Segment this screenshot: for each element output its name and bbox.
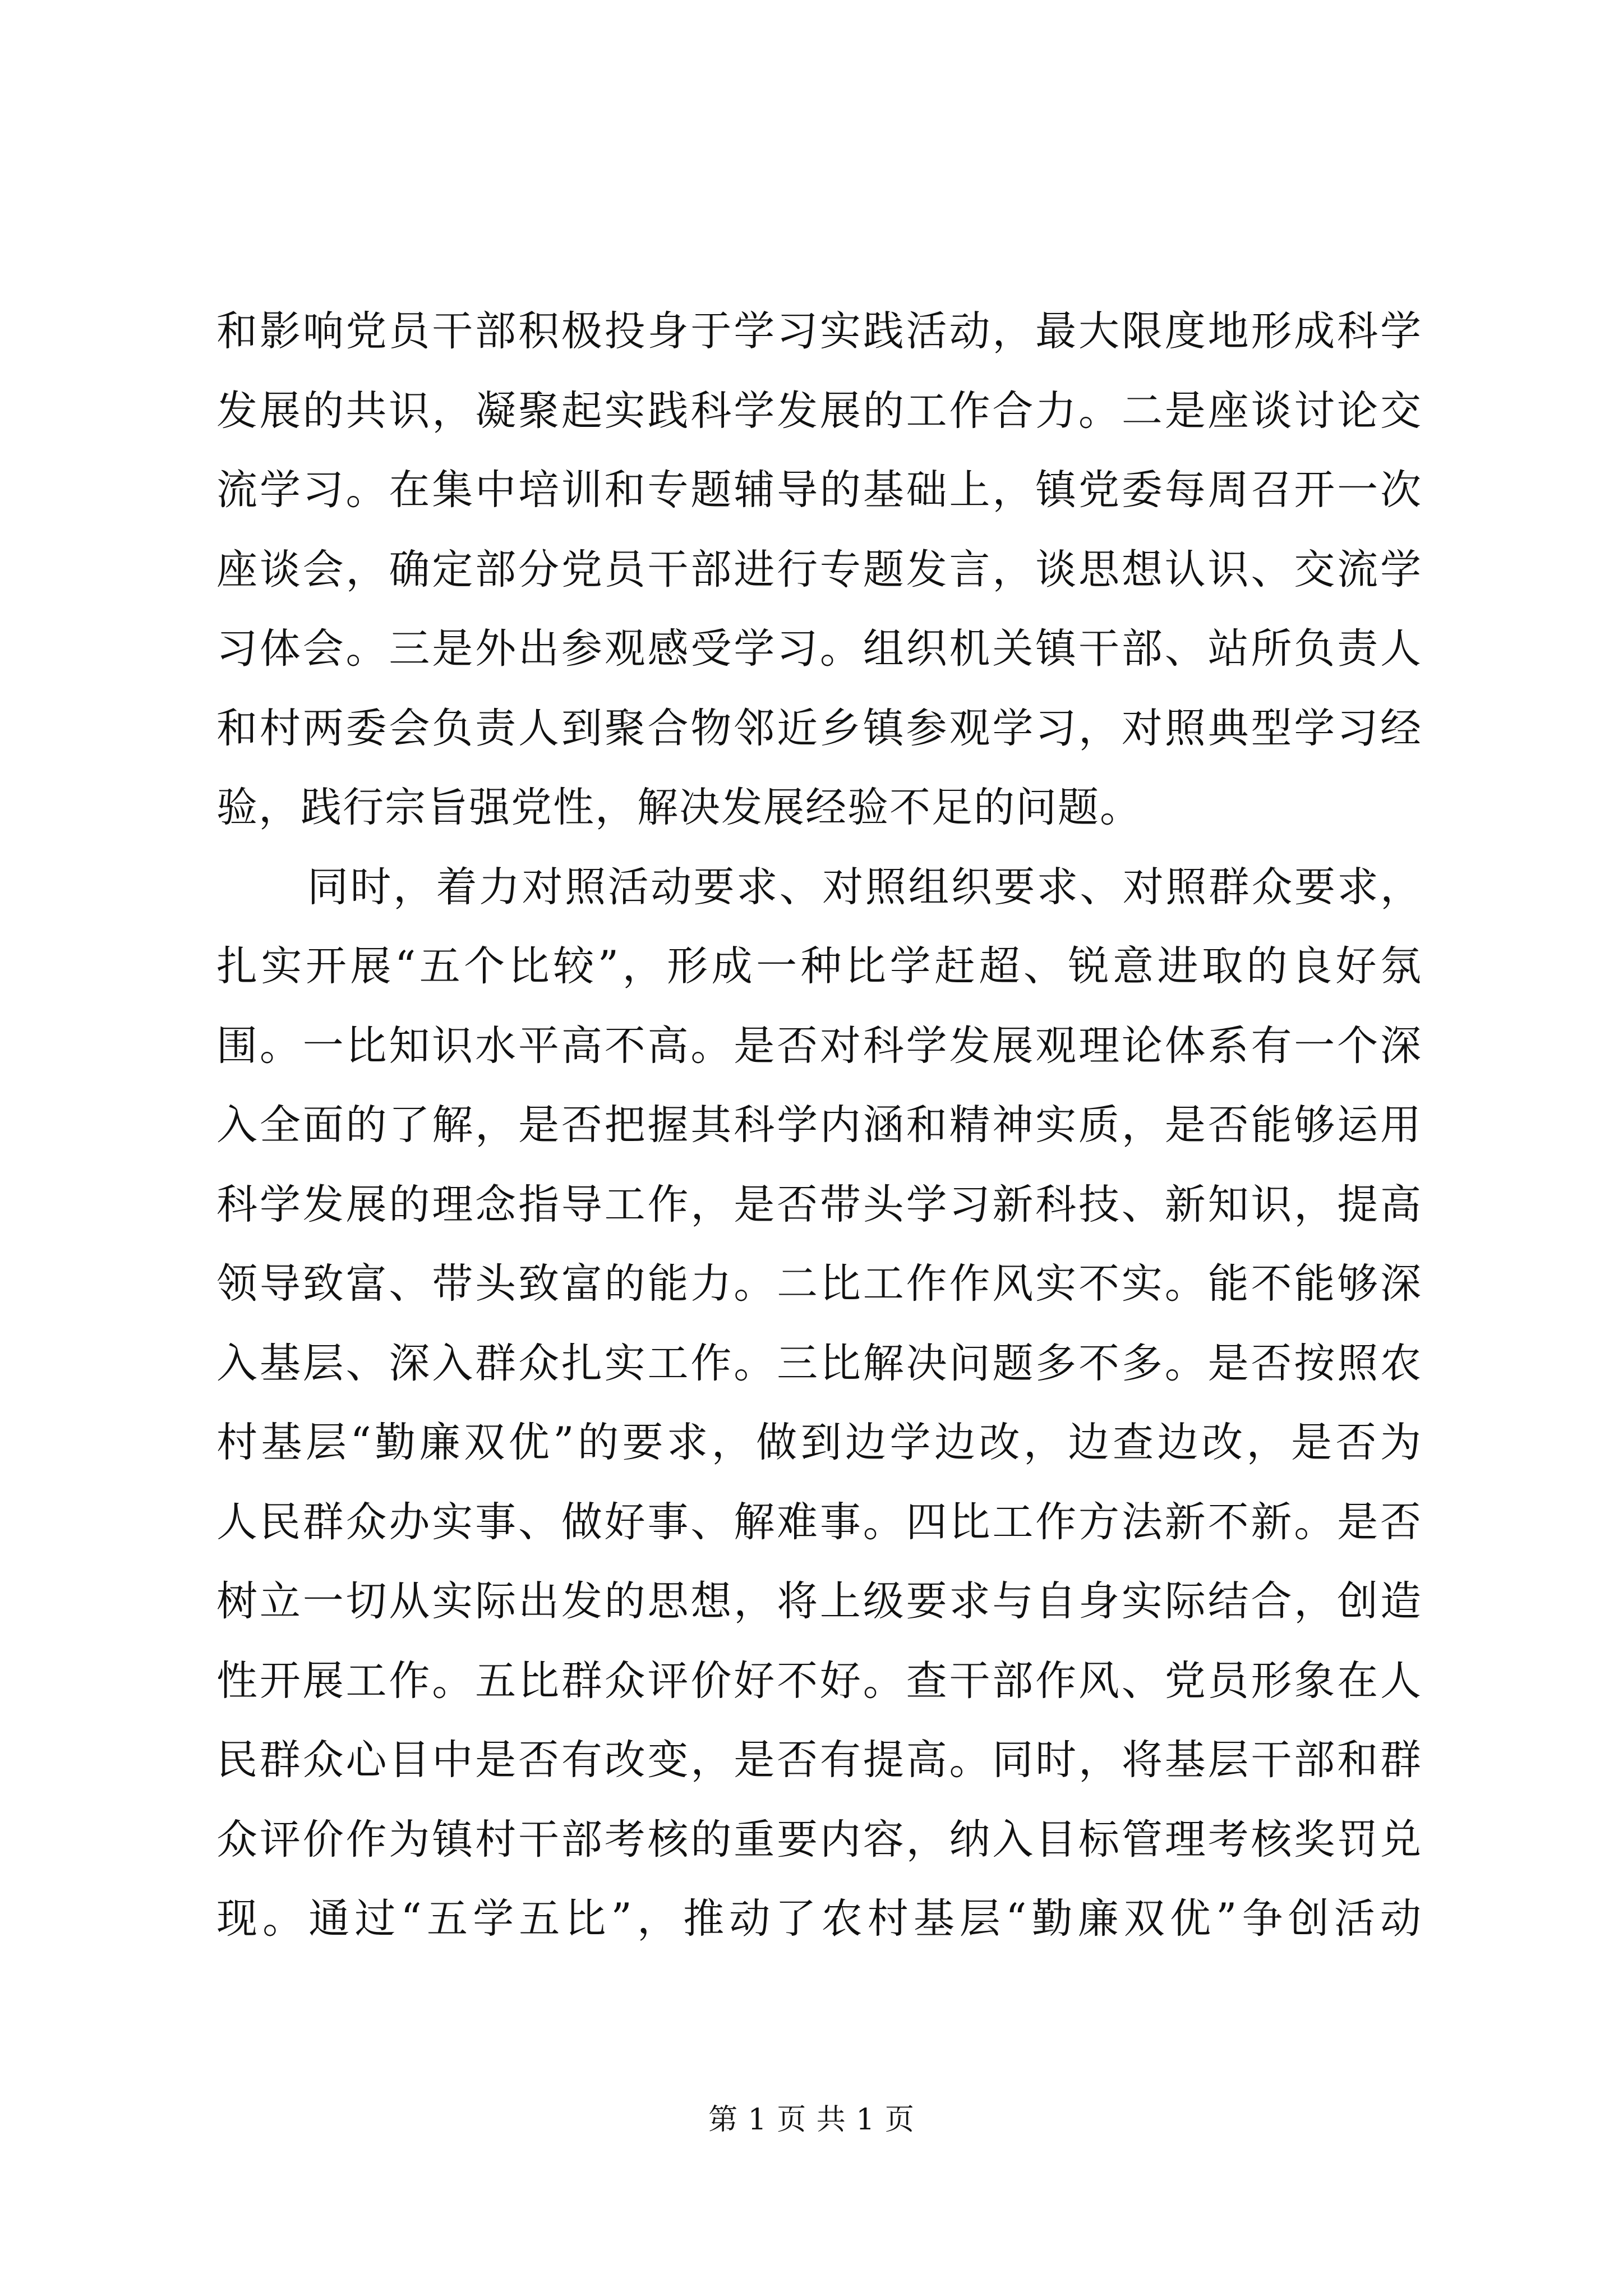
text-line: 和村两委会负责人到聚合物邻近乡镇参观学习，对照典型学习经 bbox=[216, 704, 1422, 752]
text-line: 和影响党员干部积极投身于学习实践活动，最大限度地形成科学 bbox=[216, 307, 1422, 355]
text-line: 流学习。在集中培训和专题辅导的基础上，镇党委每周召开一次 bbox=[216, 466, 1422, 514]
text-line: 习体会。三是外出参观感受学习。组织机关镇干部、站所负责人 bbox=[216, 625, 1422, 673]
text-line: 入全面的了解，是否把握其科学内涵和精神实质，是否能够运用 bbox=[216, 1101, 1422, 1149]
text-line: 入基层、深入群众扎实工作。三比解决问题多不多。是否按照农 bbox=[216, 1339, 1422, 1387]
page-number-footer: 第 1 页 共 1 页 bbox=[708, 2103, 915, 2137]
text-line: 现。通过“五学五比”，推动了农村基层“勤廉双优”争创活动 bbox=[216, 1895, 1422, 1943]
text-line: 性开展工作。五比群众评价好不好。查干部作风、党员形象在人 bbox=[216, 1657, 1422, 1705]
text-line: 科学发展的理念指导工作，是否带头学习新科技、新知识，提高 bbox=[216, 1180, 1422, 1228]
text-line: 村基层“勤廉双优”的要求，做到边学边改，边查边改，是否为 bbox=[216, 1419, 1422, 1466]
text-line: 扎实开展“五个比较”，形成一种比学赶超、锐意进取的良好氛 bbox=[216, 942, 1422, 990]
text-line: 人民群众办实事、做好事、解难事。四比工作方法新不新。是否 bbox=[216, 1498, 1422, 1546]
text-line: 领导致富、带头致富的能力。二比工作作风实不实。能不能够深 bbox=[216, 1260, 1422, 1308]
text-line: 座谈会，确定部分党员干部进行专题发言，谈思想认识、交流学 bbox=[216, 545, 1422, 593]
document-body bbox=[216, 292, 1422, 1959]
text-line: 众评价作为镇村干部考核的重要内容，纳入目标管理考核奖罚兑 bbox=[216, 1815, 1422, 1864]
paragraph-first-line: 同时，着力对照活动要求、对照组织要求、对照群众要求， bbox=[307, 863, 1422, 911]
text-line: 民群众心目中是否有改变，是否有提高。同时，将基层干部和群 bbox=[216, 1736, 1422, 1784]
text-line: 围。一比知识水平高不高。是否对科学发展观理论体系有一个深 bbox=[216, 1022, 1422, 1070]
text-line: 发展的共识，凝聚起实践科学发展的工作合力。二是座谈讨论交 bbox=[216, 386, 1422, 435]
text-line: 验，践行宗旨强党性，解决发展经验不足的问题。 bbox=[216, 784, 1142, 831]
text-line: 树立一切从实际出发的思想，将上级要求与自身实际结合，创造 bbox=[216, 1577, 1422, 1625]
